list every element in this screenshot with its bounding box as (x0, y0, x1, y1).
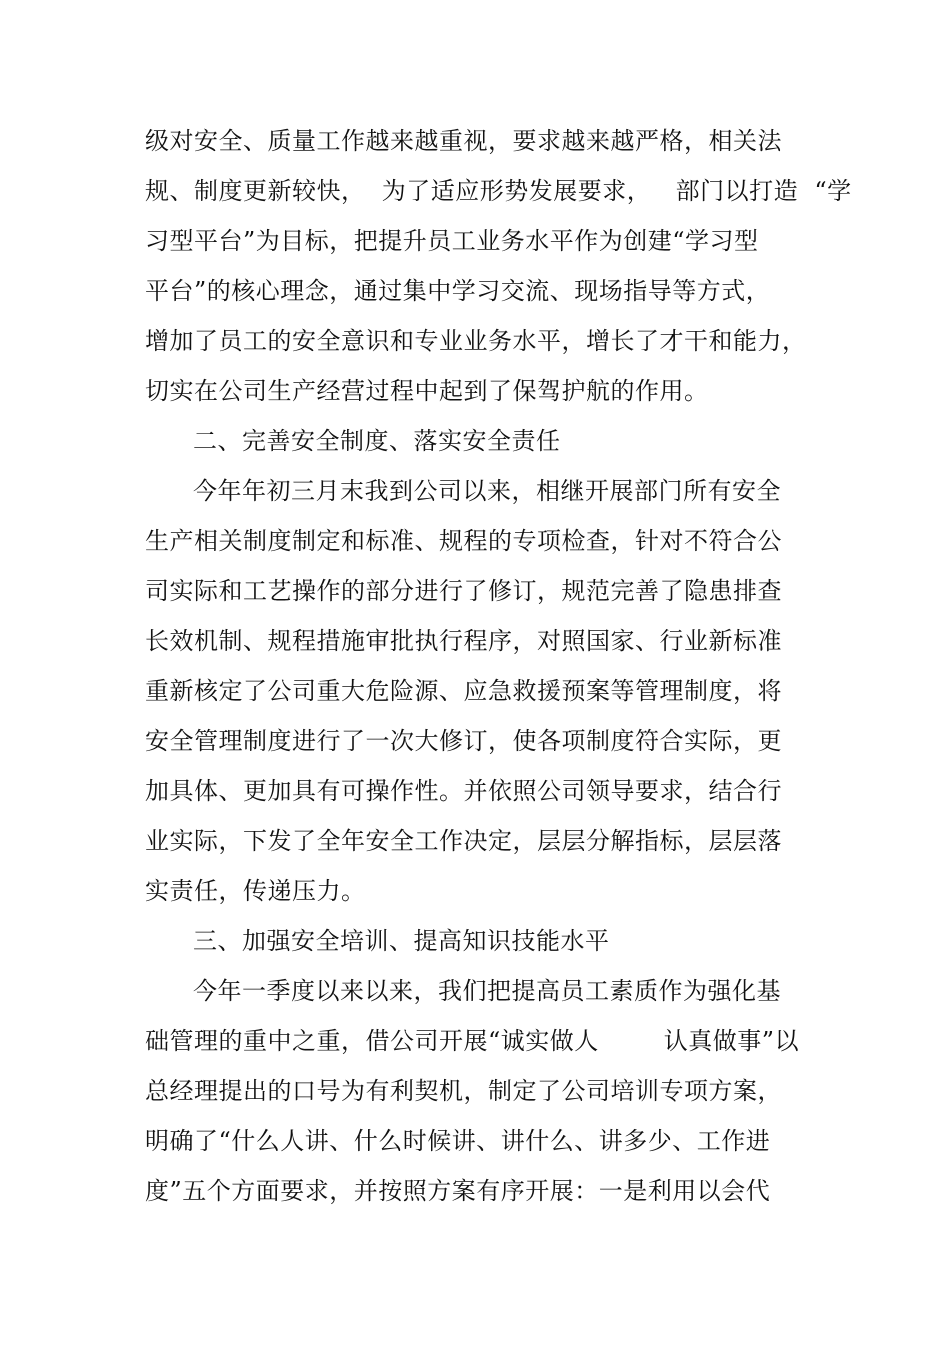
body-text-line: 长效机制、规程措施审批执行程序，对照国家、行业新标准 (145, 627, 782, 655)
body-text-line: 增加了员工的安全意识和专业业务水平，增长了才干和能力， (145, 327, 807, 355)
body-text-line: 重新核定了公司重大危险源、应急救援预案等管理制度，将 (145, 677, 782, 705)
body-text-line: 今年年初三月末我到公司以来，相继开展部门所有安全 (193, 477, 781, 505)
body-text-line: 业实际，下发了全年安全工作决定，层层分解指标，层层落 (145, 827, 782, 855)
body-text-line: 级对安全、质量工作越来越重视，要求越来越严格，相关法 (145, 127, 782, 155)
section-heading: 三、加强安全培训、提高知识技能水平 (193, 927, 610, 955)
body-text-line: 础管理的重中之重，借公司开展“诚实做人 认真做事”以 (145, 1027, 800, 1055)
body-text-line: 明确了“什么人讲、什么时候讲、讲什么、讲多少、工作进 (145, 1127, 771, 1155)
body-text-line: 平台”的核心理念，通过集中学习交流、现场指导等方式， (145, 277, 771, 305)
body-text-line: 安全管理制度进行了一次大修订，使各项制度符合实际，更 (145, 727, 782, 755)
section-heading: 二、完善安全制度、落实安全责任 (193, 427, 561, 455)
body-text-line: 实责任，传递压力。 (145, 877, 366, 905)
body-text-line: 切实在公司生产经营过程中起到了保驾护航的作用。 (145, 377, 709, 405)
body-text-line: 习型平台”为目标，把提升员工业务水平作为创建“学习型 (145, 227, 759, 255)
body-text-line: 总经理提出的口号为有利契机，制定了公司培训专项方案， (145, 1077, 782, 1105)
body-text-line: 规、制度更新较快， 为了适应形势发展要求， 部门以打造 “学 (145, 177, 852, 205)
body-text-line: 加具体、更加具有可操作性。并依照公司领导要求，结合行 (145, 777, 782, 805)
body-text-line: 度”五个方面要求，并按照方案有序开展：一是利用以会代 (145, 1177, 771, 1205)
body-text-line: 今年一季度以来以来，我们把提高员工素质作为强化基 (193, 977, 781, 1005)
body-text-line: 生产相关制度制定和标准、规程的专项检查，针对不符合公 (145, 527, 782, 555)
body-text-line: 司实际和工艺操作的部分进行了修订，规范完善了隐患排查 (145, 577, 782, 605)
